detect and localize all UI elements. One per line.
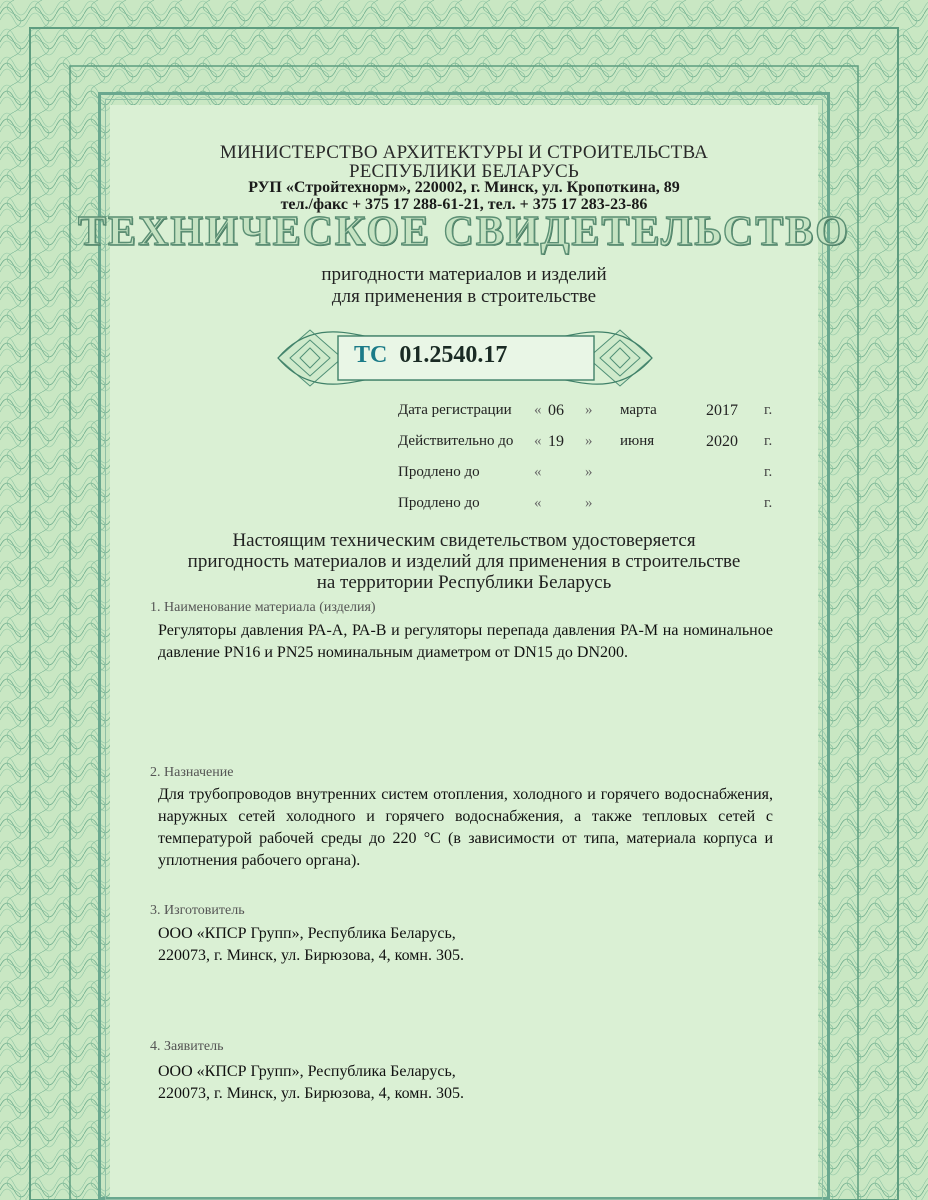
quote-close: » xyxy=(585,495,593,511)
year-suffix: г. xyxy=(764,464,773,480)
statement-line-3: на территории Республики Беларусь xyxy=(316,572,612,593)
date-month: марта xyxy=(620,402,657,418)
year-suffix: г. xyxy=(764,402,773,418)
year-suffix: г. xyxy=(764,495,773,511)
document-title: ТЕХНИЧЕСКОЕ СВИДЕТЕЛЬСТВО xyxy=(78,209,850,255)
year-suffix: г. xyxy=(764,433,773,449)
section-2-label: 2. Назначение xyxy=(150,765,234,780)
subtitle-line-2: для применения в строительстве xyxy=(331,286,597,307)
date-label: Продлено до xyxy=(398,495,480,511)
section-3-line-1: ООО «КПСР Групп», Республика Беларусь, xyxy=(158,925,456,942)
quote-close: » xyxy=(585,464,593,480)
date-label: Дата регистрации xyxy=(398,402,512,418)
quote-close: » xyxy=(585,402,593,418)
quote-close: » xyxy=(585,433,593,449)
quote-open: « xyxy=(534,433,542,449)
date-year: 2020 xyxy=(706,433,738,450)
date-day: 19 xyxy=(548,433,564,450)
section-2-text: Для трубопроводов внутренних систем отопления, холодного и горячего водоснабжения, наружных сетей холодного и горячего водоснабжения, а также тепловых сетей с температурой рабочей среды до 220 °С (в зависимости от типа, материала корпуса и уплотнения рабочего органа). xyxy=(158,786,773,869)
section-4-label: 4. Заявитель xyxy=(150,1039,224,1054)
contacts-line: тел./факс + 375 17 288-61-21, тел. + 375 17 283-23-86 xyxy=(280,196,648,213)
statement-line-2: пригодность материалов и изделий для применения в строительстве xyxy=(187,551,741,572)
section-4-line-1: ООО «КПСР Групп», Республика Беларусь, xyxy=(158,1063,456,1080)
section-1-label: 1. Наименование материала (изделия) xyxy=(150,600,376,615)
date-label: Продлено до xyxy=(398,464,480,480)
certificate-number xyxy=(354,342,507,369)
ministry-line-2: РЕСПУБЛИКИ БЕЛАРУСЬ xyxy=(348,161,579,182)
rup-line: РУП «Стройтехнорм», 220002, г. Минск, ул. Кропоткина, 89 xyxy=(248,179,680,196)
statement-line-1: Настоящим техническим свидетельством удостоверяется xyxy=(232,530,696,551)
date-label: Действительно до xyxy=(398,433,514,449)
section-1-text: Регуляторы давления РА-А, РА-В и регуляторы перепада давления РА-М на номинальное давление PN16 и PN25 номинальным диаметром от DN15 до DN200. xyxy=(158,622,773,661)
section-3-label: 3. Изготовитель xyxy=(150,903,245,918)
subtitle-line-1: пригодности материалов и изделий xyxy=(321,264,607,285)
certificate-number-value: 01.2540.17 xyxy=(399,342,508,368)
statement xyxy=(0,530,928,593)
quote-open: « xyxy=(534,402,542,418)
date-month: июня xyxy=(620,433,655,449)
date-day: 06 xyxy=(548,402,564,419)
ministry-line-1: МИНИСТЕРСТВО АРХИТЕКТУРЫ И СТРОИТЕЛЬСТВА xyxy=(219,142,709,163)
quote-open: « xyxy=(534,464,542,480)
section-4-line-2: 220073, г. Минск, ул. Бирюзова, 4, комн. 305. xyxy=(158,1085,464,1102)
certificate-prefix: ТС xyxy=(354,342,388,368)
section-3-line-2: 220073, г. Минск, ул. Бирюзова, 4, комн. 305. xyxy=(158,947,464,964)
date-year: 2017 xyxy=(706,402,738,419)
quote-open: « xyxy=(534,495,542,511)
